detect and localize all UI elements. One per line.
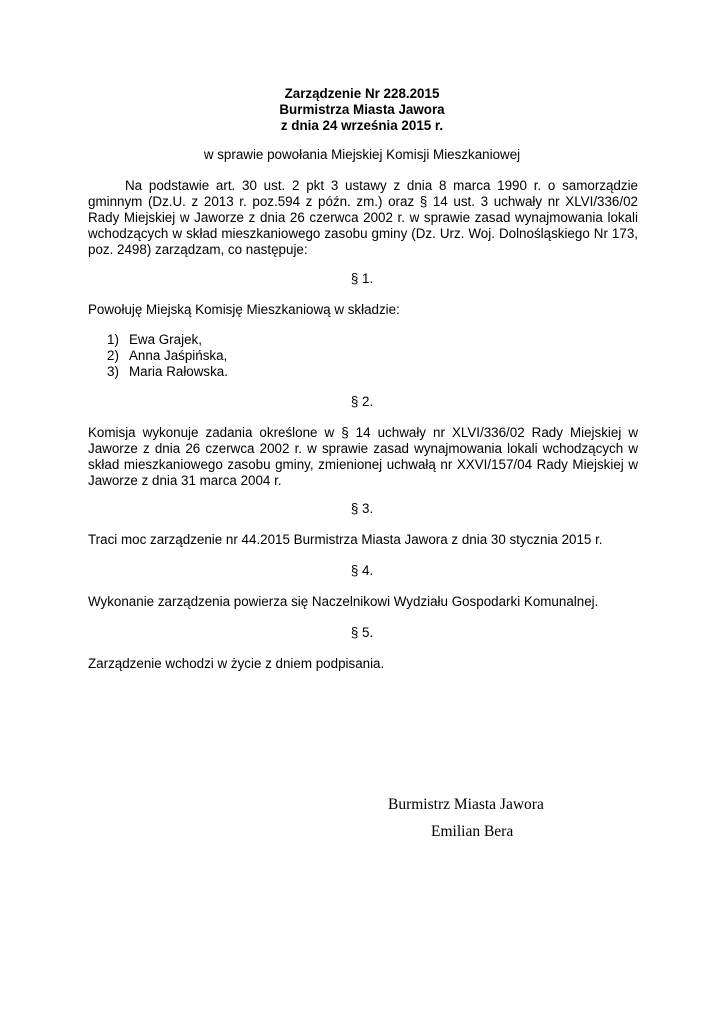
list-item-number: 3) [107, 364, 119, 379]
signature-name: Emilian Bera [431, 823, 514, 840]
section-3-text: Traci moc zarządzenie nr 44.2015 Burmistrza Miasta Jawora z dnia 30 stycznia 2015 r. [88, 532, 603, 547]
section-1-heading: § 1. [350, 271, 374, 286]
document-header [0, 86, 724, 134]
list-item-name: Ewa Grajek, [129, 332, 202, 347]
section-4-text: Wykonanie zarządzenia powierza się Naczelnikowi Wydziału Gospodarki Komunalnej. [88, 594, 599, 609]
list-item-number: 1) [107, 332, 119, 347]
list-item [107, 332, 228, 348]
list-item-name: Maria Rałowska. [129, 364, 228, 379]
list-item [107, 364, 228, 380]
list-item-name: Anna Jaśpińska, [129, 348, 228, 363]
header-line-date: z dnia 24 września 2015 r. [280, 118, 444, 133]
members-list [107, 332, 228, 380]
section-2-text: Komisja wykonuje zadania określone w § 14 uchwały nr XLVI/336/02 Rady Miejskiej w Jaworze z dnia 26 czerwca 2002 r. w sprawie zasad wynajmowania lokali wchodzących w skład mieszkaniowego zasobu gminy, zmienionej uchwałą nr XXVI/157/04 Rady Miejskiej w Jaworze z dnia 31 marca 2004 r. [88, 425, 638, 488]
header-line-number: Zarządzenie Nr 228.2015 [284, 86, 440, 101]
signature-title: Burmistrz Miasta Jawora [388, 796, 544, 813]
list-item-number: 2) [107, 348, 119, 363]
header-line-issuer: Burmistrza Miasta Jawora [279, 102, 445, 117]
document-subject: w sprawie powołania Miejskiej Komisji Mieszkaniowej [203, 147, 521, 162]
section-5-heading: § 5. [350, 625, 374, 640]
section-1-text: Powołuję Miejską Komisję Mieszkaniową w składzie: [88, 302, 400, 317]
section-5-text: Zarządzenie wchodzi w życie z dniem podpisania. [88, 656, 385, 671]
list-item [107, 348, 228, 364]
section-2-heading: § 2. [350, 394, 374, 409]
preamble-paragraph: Na podstawie art. 30 ust. 2 pkt 3 ustawy z dnia 8 marca 1990 r. o samorządzie gminnym (Dz.U. z 2013 r. poz.594 z późn. zm.) oraz § 14 ust. 3 uchwały nr XLVI/336/02 Rady Miejskiej w Jaworze z dnia 26 czerwca 2002 r. w sprawie zasad wynajmowania lokali wchodzących w skład mieszkaniowego zasobu gminy (Dz. Urz. Woj. Dolnośląskiego Nr 173, poz. 2498) zarządzam, co następuje: [88, 178, 638, 257]
section-3-heading: § 3. [350, 501, 374, 516]
section-4-heading: § 4. [350, 563, 374, 578]
